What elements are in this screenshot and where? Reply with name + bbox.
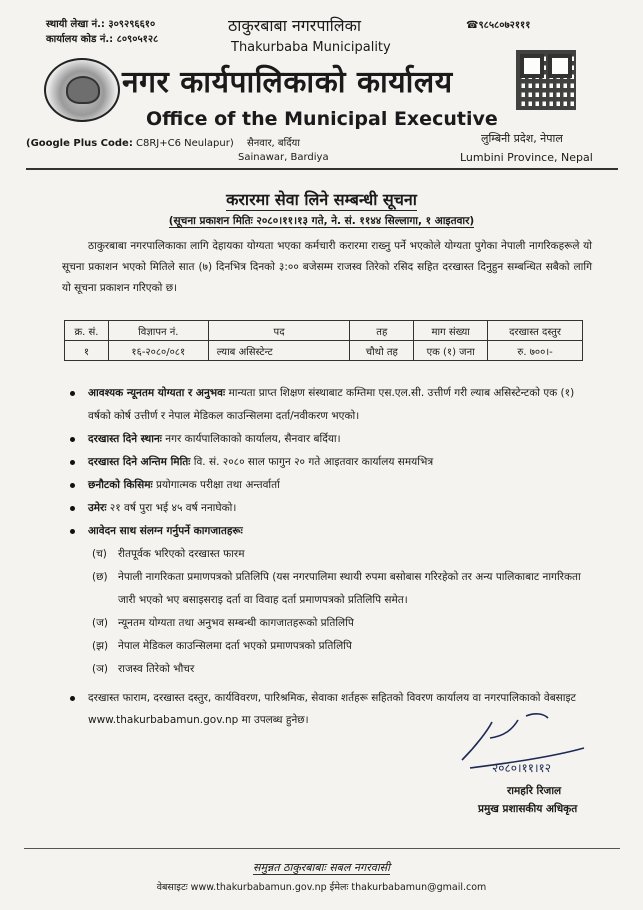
cell-demand: एक (१) जना [414,341,488,361]
qualification-value: मान्यता प्राप्त शिक्षण संस्थाबाट कम्तिमा एस.एल.सी. उत्तीर्ण गरी ल्याब असिस्टेन्टको एक (१) वर्षको कोर्ष उत्तीर्ण र नेपाल मेडिकल काउन्सिलमा दर्ता/नवीकरण भएको। [88,387,575,422]
pan-number: स्थायी लेखा नं.: ३०९२९६६१० [46,19,156,30]
signatory-post: प्रमुख प्रशासकीय अधिकृत [478,803,578,815]
office-code: कार्यालय कोड नं.: ८०९०५१२८ [46,34,159,45]
google-plus-code [26,138,234,149]
document-item: (च) रीतपूर्वक भरिएको दरखास्त फारम [92,548,245,560]
office-title-np: नगर कार्यपालिकाको कार्यालय [122,65,453,100]
phone-number: ☎९८५८०७२१११ [466,20,531,31]
table-row [65,341,583,361]
cell-ad-no: १६-२०८०/०८१ [108,341,208,361]
gplus-label: (Google Plus Code: [26,138,133,149]
age-value: २१ वर्ष पुरा भई ४५ वर्ष ननाघेको। [106,502,237,514]
list-item [68,428,588,451]
selection-method-value: प्रयोगात्मक परीक्षा तथा अन्तर्वार्ता [152,479,280,491]
selection-method-label: छनौटको किसिमः [88,479,153,491]
province-en: Lumbini Province, Nepal [460,151,593,164]
location-np: सैनवार, बर्दिया [247,138,300,149]
cell-sn: १ [65,341,109,361]
requirements-list [68,382,588,731]
documents-list [68,543,588,681]
document-item: (झ) नेपाल मेडिकल काउन्सिलमा दर्ता भएको प्रमाणपत्रको प्रतिलिपि [92,640,352,652]
signatory-name: रामहरि रिजाल [507,785,562,797]
footer-slogan: समुन्नत ठाकुरबाबाः सबल नगरवासी [253,861,390,874]
documents-label: आवेदन साथ संलग्न गर्नुपर्ने कागजातहरूः [88,525,243,537]
municipality-name-en: Thakurbaba Municipality [231,40,391,55]
footer-contact: वेबसाइटः www.thakurbabamun.gov.np ईमेलः thakurbabamun@gmail.com [156,882,487,893]
qr-code-icon [516,50,576,110]
list-item [68,382,588,428]
list-item [68,451,588,474]
cell-post: ल्याब असिस्टेन्ट [208,341,350,361]
col-fee: दरखास्त दस्तुर [488,321,583,341]
website-note: दरखास्त फाराम, दरखास्त दस्तुर, कार्यविवरण, पारिश्रमिक, सेवाका शर्तहरू सहितको विवरण कार्यालय वा नगरपालिकाको वेबसाइट www.thakurbabamun.gov.np मा उपलब्ध हुनेछ। [68,687,588,731]
col-ad-no: विज्ञापन नं. [108,321,208,341]
apply-place-label: दरखास्त दिने स्थानः [88,433,162,445]
province-np: लुम्बिनी प्रदेश, नेपाल [481,132,563,145]
cell-level: चौथो तह [350,341,414,361]
col-sn: क्र. सं. [65,321,109,341]
signature-date: २०८०।११।१२ [492,761,552,775]
list-item [68,474,588,497]
cell-fee: रु. ७००।- [488,341,583,361]
apply-place-value: नगर कार्यपालिकाको कार्यालय, सैनवार बर्दिया। [161,433,341,445]
location-en: Sainawar, Bardiya [238,152,329,163]
col-post: पद [208,321,350,341]
handwritten-signature [452,708,592,778]
document-item: (ञ) राजस्व तिरेको भौचर [92,663,195,675]
deadline-value: वि. सं. २०८० साल फागुन २० गते आइतवार कार्यालय समयभित्र [190,456,434,468]
office-title-en: Office of the Municipal Executive [146,108,498,130]
list-item [68,497,588,520]
document-item: (ज) न्यूनतम योग्यता तथा अनुभव सम्बन्धी कागजातहरूको प्रतिलिपि [92,617,354,629]
age-label: उमेरः [88,502,107,514]
document-item: (छ) नेपाली नागरिकता प्रमाणपत्रको प्रतिलिपि (यस नगरपालिमा स्थायी रुपमा बसोबास गरिरहेको तर अन्य पालिकाबाट नागरिकता जारी भएको भए बसाइसराइ दर्ता वा विवाह दर्ता प्रमाणपत्रको प्रतिलिपि समेत। [92,571,581,606]
vacancy-table [64,320,583,361]
col-level: तह [350,321,414,341]
municipality-name-np: ठाकुरबाबा नगरपालिका [228,16,362,35]
notice-intro: ठाकुरबाबा नगरपालिकाका लागि देहायका योग्यता भएका कर्मचारी करारमा राख्नु पर्ने भएकोले योग्यता पुगेका नेपाली नागरिकहरूले यो सूचना प्रकाशन भएको मितिले सात (७) दिनभित्र दिनको ३:०० बजेसम्म राजस्व तिरेको रसिद सहित दरखास्त दिनुहुन सम्बन्धित सबैको लागि यो सूचना प्रकाशन गरिएको छ। [62,240,592,294]
list-item [68,520,588,543]
deadline-label: दरखास्त दिने अन्तिम मितिः [88,456,191,468]
table-header-row [65,321,583,341]
header-divider [26,168,618,170]
gplus-value: C8RJ+C6 Neulapur) [132,138,234,149]
qualification-label: आवश्यक न्यूनतम योग्यता र अनुभवः [88,387,226,399]
nepal-emblem-icon [44,58,120,122]
notice-publish-date: (सूचना प्रकाशन मितिः २०८०।११।१३ गते, ने. सं. ११४४ सिल्लागा, १ आइतवार) [168,215,475,227]
footer-divider [24,848,620,849]
notice-title: करारमा सेवा लिने सम्बन्धी सूचना [226,190,417,209]
col-demand: माग संख्या [414,321,488,341]
header-left-info [46,17,158,47]
